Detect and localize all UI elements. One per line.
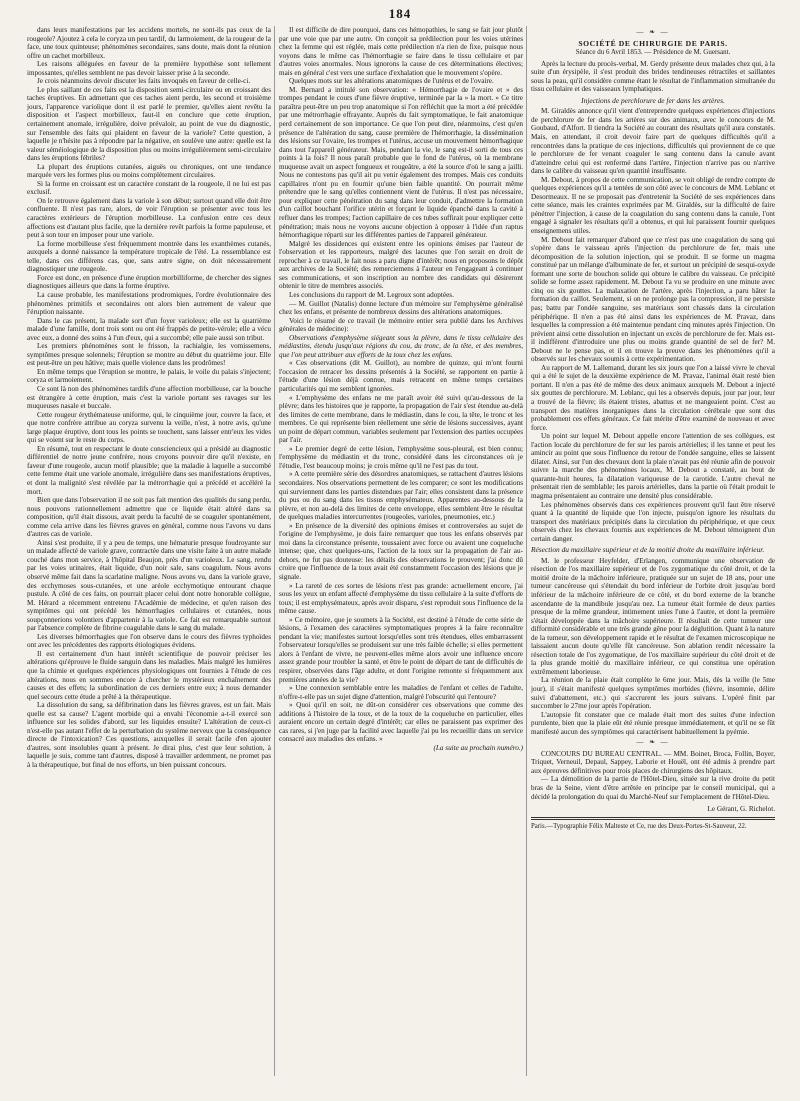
paragraph: Si la forme en croissant est un caractère constant de la rougeole, il ne lui est pas exclusif. xyxy=(27,179,271,197)
society-title: SOCIÉTÉ DE CHIRURGIE DE PARIS. xyxy=(578,38,728,48)
ornament-divider: — ❧ — xyxy=(636,738,670,747)
page-number: 184 xyxy=(388,6,412,21)
paragraph: On le retrouve également dans la variole à son début; surtout quand elle doit être confluente. Il n'est pas rare, alors, de voir l'éruption se présenter avec tous les caractères extérieurs de l'éruption morbilleuse. La confusion entre ces deux affections est d'autant plus facile, que la dernière revêt parfois la forme papuleuse, et peut à son tour en imposer pour une variole. xyxy=(27,196,271,240)
paragraph: M. Debout fait remarquer d'abord que ce n'est pas une coagulation du sang qui s'opère dans le vaisseau après l'injection du perchlorure de fer, mais une décomposition de la solution injection, qui se produit. Il se forme un magma constitué par un mélange d'albuminate de fer, et surtout un précipité de sesqui-oxyde formant une sorte de bouchon solide qui obture le calibre du vaisseau. Ce précipité solide se forme assez rapidement. M. Debout l'a vu se produire en une minute avec cinq ou six gouttes. La malaxation de l'artère, après l'injection, a paru hâter la formation du caillot. Seulement, si on ne prolonge pas la compression, il ne persiste pas; battu par l'ondée sanguine, ses matériaux sont chassés dans la circulation périphérique. Il n'en a pas été ainsi dans les expériences de M. Pravaz, dans lesquelles la compression a été maintenue pendant cinq minutes après l'injection. On prévient ainsi cette dissolution en injectant un excès de perchlorure de fer. Mais est-il indifférent d'introduire une plus ou moins grande quantité de sel de fer? M. Debout ne le pense pas, et il en trouve la preuve dans les phénomènes qu'il a observés sur les chevaux soumis à cette expérimentation. xyxy=(531,235,775,364)
paragraph: » Quoi qu'il en soit, ne dût-on considérer ces observations que comme des additions à l'histoire de la toux, et de la toux de la coqueluche en particulier, elles auraient encore un certain degré d'intérêt; car elles ne paraissent pas exprimer des cas rares, si j'en juge par la facilité avec laquelle j'ai pu les recueillir dans un service consacré aux maladies des enfans. » xyxy=(279,701,523,744)
paragraph: » La rareté de ces sortes de lésions n'est pas grande: actuellement encore, j'ai sous les yeux un enfant affecté d'emphysème du tissu cellulaire à la suite d'efforts de toux; il est emphysémateux, après avoir disparu, s'est reproduit sous l'influence de la même cause. xyxy=(279,581,523,616)
paragraph: Dans le cas présent, la malade sort d'un foyer varioleux; elle est la quatrième malade d'une famille, dont trois sont ou ont été frappés de petite-vérole; elle a vécu avec eux, a donné des soins à l'un d'eux, qui a succombé; elle paie aussi son tribut. xyxy=(27,316,271,342)
ornament-divider: — ❧ — xyxy=(636,28,670,36)
column-middle xyxy=(279,26,523,1086)
divider xyxy=(531,817,775,820)
paragraph: L'autopsie fit constater que ce malade était mort des suites d'une infection purulente, bien que la plaie eût été réunie presque immédiatement, et qu'il ne se fût manifesté aucun des symptômes qui caractérisent habituellement la pyémie. xyxy=(531,710,775,736)
observation-heading: Observations d'emphysème siégeant sous la plèvre, dans le tissu cellulaire des médiastins, étendu jusqu'aux régions du cou, du tronc, de la tête, et des membres, que l'on peut attribuer aux efforts de la toux chez les enfans. xyxy=(279,333,523,359)
paragraph: Cette rougeur érythémateuse uniforme, qui, le cinquième jour, couvre la face, et que notre confrère attribue au coryza survenu la veille, n'est, à notre avis, qu'une large plaque éruptive, dont tous les points se touchent, sans laisser entr'eux les vides qui se voient sur le reste du corps. xyxy=(27,410,271,445)
paragraph: Les premiers phénomènes sont le frisson, la rachialgie, les vomissemens, symptômes presque solennels; l'éruption se montre au début du quatrième jour. Elle est peut-être un peu hâtive; mais quelle violence dans les prodrômes! xyxy=(27,342,271,368)
paragraph: M. Bernard a intitulé son observation: « Hémorrhagie de l'ovaire et » des trompes pendant le cours d'une fièvre éruptive, terminée par la » la mort. » Ce titre paraîtra peut-être un peu trop anatomique si l'on réfléchit que la mort a été précédée par une métrorrhagie effrayante. Auprès du fait symptomatique, le fait anatomique perd certainement de son importance. Ce que l'on peut dire, néanmoins, c'est qu'en présence de l'altération du sang, cause première de l'hémorrhagie, la dissémination des lésions sur l'ovaire, les trompes et l'utérus, accuse un mouvement hémorrhagique dans tout l'appareil générateur. Mais, pendant la vie, le sang est-il sorti de tous ces points à la fois? Il nous paraît probable que le fond de l'utérus, où la membrane muqueuse avait un aspect fongueux et rougeâtre, a été la source d'où le sang a jailli. Nous ne contestons pas qu'il ait pu venir également des trompes. Mais ces conduits capillaires n'ont pu en fournir qu'une bien faible quantité. On pourrait même prétendre que le sang qu'elles contiennent vient de l'utérus. Il n'est pas nécessaire, pour expliquer cette pénétration du sang dans leur conduit, d'admettre la formation d'un caillot bouchant l'orifice utérin et forçant le liquide épanché dans la cavité à refluer dans les trompes; l'action capillaire de ces tubes suffirait pour expliquer cette pénétration; mais nous ne voyons aucune objection à opposer à l'idée d'un raptus hémorrhagique réparti sur les différentes parties de l'appareil générateur. xyxy=(279,85,523,240)
column-right xyxy=(531,26,775,1086)
paragraph: » A cette première série des désordres anatomiques, se rattachent d'autres lésions secondaires. Nos observations permettent de les comparer; ce sont les modifications qui surviennent dans les parties distendues par l'air; elles consistent dans la présence du pus ou du sang dans les tissus emphysémateux. Apparentes au-dessous de la plèvre, et non au-delà des limites de cette enveloppe, elles semblent être le résultat de quelques maladies intercurrentes (rougeoles, varioles, pneumonies, etc.) xyxy=(279,470,523,522)
paragraph: M. le professeur Heyfelder, d'Erlangen, communique une observation de résection de l'os maxillaire supérieur et de l'os zygomatique du côté droit, et de la moitié droite de la mâchoire inférieure, pratiquée sur un sujet de 18 ans, pour une tumeur cancéreuse qui s'étendait du bord inférieur de l'orbite droit jusqu'au bord inférieur de la mâchoire inférieure de ce côté, et du bord externe de la branche ascendante de la mandibule jusqu'au nez. La tumeur était formée de deux parties presque de la même grandeur, intimement unies l'une à l'autre, et dont la première s'était développée dans la mâchoire supérieure. Il résultait de cette tumeur une difformité considérable et une très grande gêne pour la déglutition. Quant à la nature de la tumeur, son développement rapide et le résultat de l'examen microscopique ne laissaient aucun doute qu'elle fût cancéreuse. Son ablation rendit nécessaire la résection totale de l'os zygomatique, de l'os maxillaire supérieur du côté droit et de la plus grande moitié du maxillaire inférieur, ce qui constitua une opération extrêmement laborieuse. xyxy=(531,556,775,676)
paragraph: M. Debout, à propos de cette communication, se voit obligé de rendre compte de quelques expériences qu'il a tentées de son côté avec le concours de MM. Leblanc et Desormeaux. Il ne se proposait pas d'entretenir la Société de ses expériences dans cette séance, mais les craintes exprimées par M. Giraldès, sur la difficulté de faire pénétrer l'injection, à cause de la coagulation du sang contenu dans la canule, l'ont engagé à signaler les résultats qu'il a obtenus, et qui lui paraissent fournir quelques enseignemens utiles. xyxy=(531,175,775,236)
paragraph: Les phénomènes observés dans ces expériences prouvent qu'il faut être réservé quant à la quantité de liquide que l'on injecte, puisqu'on ignore les résultats du transport des matériaux précipités dans la circulation du périphérique, et que ceux observés chez les chevaux fournis aux expériences de M. Debout témoignent d'un certain danger. xyxy=(531,500,775,543)
demolition-notice: — La démolition de la partie de l'Hôtel-Dieu, située sur la rive droite du petit bras de la Seine, vient d'être arrêtée en principe par le conseil municipal, qui a décidé la prolongation du quai du Marché-Neuf sur l'emplacement de l'Hôtel-Dieu. xyxy=(531,775,775,801)
paragraph: Il est difficile de dire pourquoi, dans ces hémopathies, le sang se fait jour plutôt par une voie que par une autre. On conçoit sa prédilection pour les voies utérines chez la femme qui est réglée, mais cette prédilection n'a rien de fixe, puisque nous voyons dans le même cas l'hémorrhagie se faire dans le tissu cellulaire et par d'autres voies anormales. Nous ignorons la cause de ces déterminations électives; mais en général c'est vers une surface d'exhalation que le mouvement s'opère. xyxy=(279,26,523,77)
paragraph: Quelques mots sur les altérations anatomiques de l'utérus et de l'ovaire. xyxy=(289,77,494,86)
paragraph: La forme morbilleuse s'est fréquemment montrée dans les exanthèmes cutanés, auxquels a donné naissance la température tropicale de l'été. La ressemblance est telle, dans ces différens cas, que, sans autre signe, on doit nécessairement diagnostiquer une rougeole. xyxy=(27,239,271,274)
section-title: Résection du maxillaire supérieur et de la moitié droite du maxillaire inférieur. xyxy=(531,545,765,555)
paragraph: Il est certainement d'un haut intérêt scientifique de pouvoir préciser les altérations qu'éprouve le fluide sanguin dans les maladies. Mais malgré les lumières que la chimie et quelques expériences physiologiques ont fournies à l'étude de ces altérations, nous en sommes encore à chercher le mystérieux enchaînement des causes et des effets; la subordination de ces derniers entre eux; à nous demander quel secours cette étude a prêté à la thérapeutique. xyxy=(27,649,271,701)
paragraph: En résumé, tout en respectant le doute consciencieux qui a présidé au diagnostic différentiel de notre jeune confrère, nous croyons pouvoir dire qu'il n'existe, en faveur d'une rougeole, aucun motif plausible; que la maladie à laquelle a succombé cette femme était une variole anomale, irrégulière dans ses manifestations éruptives, et dont la malignité s'est révélée par la métrorrhagie qui a précédé et accéléré la mort. xyxy=(27,444,271,496)
paragraph: Je crois néanmoins devoir discuter les faits invoqués en faveur de celle-ci. xyxy=(37,77,251,86)
session-line: Séance du 6 Avril 1853. — Présidence de M. Guersant. xyxy=(575,48,731,57)
paragraph: Le plus saillant de ces faits est la disposition semi-circulaire ou en croissant des taches éruptives. En admettant que ces taches aient perdu, les second et troisième jours, l'apparence variolique dont il est parlé le premier, qu'elles aient revêtu la disposition et l'aspect morbilleux, faut-il en conclure que cette éruption, certainement anomale, irrégulière, doive prévaloir, au point de vue du diagnostic, sur l'ensemble des faits qui plaident en faveur de la variole? Cette question, à laquelle je n'hésite pas à répondre par la négative, en soulève une autre: quelle est la valeur séméiologique de la disposition plus ou moins irrégulièrement semi-circulaire dans les éruptions fébriles? xyxy=(27,85,271,163)
section-title: Injections de perchlorure de fer dans les artères. xyxy=(581,95,725,105)
paragraph: « Ces observations (dit M. Guillot), au nombre de quinze, qui m'ont fourni l'occasion de retracer les dessins présentés à la Société, se rapportent en partie à l'étude d'une lésion déjà connue, mais retracent en même temps certaines particularités qui me semblent ignorées. xyxy=(279,359,523,393)
paragraph: » Une connexion semblable entre les maladies de l'enfant et celles de l'adulte, n'offre-t-elle pas un sujet digne d'attention, malgré l'obscurité qui l'entoure? xyxy=(279,684,523,701)
paragraph: Les diverses hémorrhagies que l'on observe dans le cours des fièvres typhoïdes ont avec les précédentes des rapports étiologiques évidens. xyxy=(27,632,271,650)
paragraph: « L'emphysème des enfans ne me paraît avoir été suivi qu'au-dessous de la plèvre; dans les histoires que je rapporte, la propagation de l'air s'est étendue au-delà des limites de cette membrane, dans le médiastin, dans le cou, la tête, le tronc et les membres. Ce qui représente bien réellement une série de lésions successives, ayant un point de départ commun, variables seulement par l'extension des parties occupées par l'air. xyxy=(279,393,523,445)
paragraph: La plupart des éruptions cutanées, aiguës ou chroniques, ont une tendance marquée vers les formes plus ou moins complètement circulaires. xyxy=(27,162,271,180)
paragraph: Les raisons alléguées en faveur de la première hypothèse sont tellement impossantes, qu'elles semblent ne pas devoir laisser prise à la seconde. xyxy=(27,60,271,77)
paragraph: Un point sur lequel M. Debout appelle encore l'attention de ses collègues, est l'action locale du perchlorure de fer sur les parois artérielles; il les tanne et peut les amincir au point que sous l'influence du retour de l'ondée sanguine, elles se laissent dilater. Ainsi, sur l'un des chevaux dont la plaie n'avait pas été réunie afin de pouvoir suivre la marche des phénomènes locaux, M. Debout a constaté, au bout de quarante-huit heures, la dilatation variqueuse de la carotide. L'autre cheval ne présentait rien de semblable; les parois artérielles, dans la partie où l'était produit le magma présentaient au contraire une densité plus considérable. xyxy=(531,432,775,500)
column-divider xyxy=(274,26,275,1076)
paragraph: » Ce mémoire, que je soumets à la Société, est destiné à l'étude de cette série de lésions, à l'examen des caractères symptomatiques propres à la faire reconnaître pendant la vie; manifestes surtout lorsqu'elles sont très étendues, elles embarrassent l'observateur lorsqu'elles se produisent sur une très faible échelle; si elles permettent alors à l'enfant de vivre, ne peuvent-elles même alors avoir une influence encore assez grande pour troubler la santé, et être le point de départ de tant de difficultés de respirer, observées dans l'âge adulte, et dont l'origine remonte si fréquemment aux premières années de la vie? xyxy=(279,615,523,684)
paragraph: Ainsi s'est produite, il y a peu de temps, une hématurie presque foudroyante sur un malade affecté de variole grave, contractée dans une visite faite à un autre malade couché dans mon service, à l'hôpital Beaujon, près d'un varioleux. Le sang, rendu par les voies urinaires, était liquide, d'un noir sale, sans coagulum. Nous avons observé même fait dans la scarlatine maligne. Nous avons vu, dans la variole grave, des ecchymoses sous-cutanées, et une aréole ecchymotique entourant chaque pustule. A côté de ces faits, on pourrait placer celui dont notre honorable collègue, M. Hérard a récemment entretenu l'Académie de médecine, et qu'en raison des symptômes qui ont précédé les hémorrhagies cellulaires et cutanées, nous soupçonnerions volontiers d'appartenir à la variole. Ce fait est remarquable surtout par l'absence complète de fibrine coagulable dans le sang du malade. xyxy=(27,538,271,633)
paragraph: Ce sont là non des phénomènes tardifs d'une affection morbilleuse, car la bouche est étrangère à cette éruption, mais c'est la variole portant ses ravages sur les muqueuses nasale et buccale. xyxy=(27,384,271,411)
column-divider xyxy=(526,26,527,1076)
paragraph: M. Giraldès annonce qu'il vient d'entreprendre quelques expériences d'injections de perchlorure de fer dans les artères sur des animaux, avec le concours de M. Goubaud, d'Alfort. Il tiendra la Société au courant des résultats qu'il aura constatés. Mais, en attendant, il croit devoir faire part de quelques difficultés qu'il a rencontrées dans la pratique de ces injections, difficultés qui proviennent de ce que le perchlorure de fer venant coaguler le sang contenu dans la canule avant d'atteindre celui qui est renfermé dans l'artère, l'injection n'arrive pas ou n'arrive dans le calibre du vaisseau qu'en quantité insuffisante. xyxy=(531,107,775,176)
paragraph: Au rapport de M. Lallemand, durant les six jours que l'on a laissé vivre le cheval qui a été le sujet de la deuxième expérience de M. Pravaz, l'animal était resté bien portant. Il n'en a pas été de même des deux animaux auxquels M. Debout a injecté six gouttes de perchlorure. M. Leblanc, qui les a observés depuis, jour par jour, leur a trouvé de la fièvre; ils étaient tristes, abattus et ne mangeaient point. C'est au transport des matières inorganiques dans la circulation cérébrale que sont dus probablement ces effets généraux. Ce fait mérite d'être examiné de nouveau et avec force. xyxy=(531,363,775,432)
paragraph: La réunion de la plaie était complète le 6me jour. Mais, dès la veille (le 5me jour), il s'était manifesté quelques symptômes morbides (fièvre, insomnie, délire suivi d'abattement, etc.) qui s'accrurent les jours suivans. L'opéré finit par succomber le 27me jour après l'opération. xyxy=(531,676,775,711)
paragraph: La cause probable, les manifestations prodromiques, l'ordre évolutionnaire des phénomènes primitifs et secondaires ont alors bien autrement de valeur que l'éruption naissante. xyxy=(27,290,271,317)
paragraph: dans leurs manifestations par les accidens mortels, ne sont-ils pas ceux de la rougeole? Ajoutez à cela le coryza un peu tardif, du larmoiement, de la rougeur de la face, une toux quinteuse; phénomènes secondaires, sans doute, mais dont la réunion offre un cachet morbilleux. xyxy=(27,26,271,60)
paragraph: Après la lecture du procès-verbal, M. Gerdy présente deux malades chez qui, à la suite d'un érysipèle, il s'est produit des brides tendineuses rétractiles et saillantes sous la peau, qu'il considère comme étant le résultat de l'inflammation simultanée du tissu cellulaire et des vaisseaux lymphatiques. xyxy=(531,59,775,94)
gerant-signature: Le Gérant, G. Richelot. xyxy=(707,805,775,814)
paragraph: Bien que dans l'observation il ne soit pas fait mention des qualités du sang perdu, nous pouvons rationnellement admettre que ce liquide était altéré dans sa composition, qu'il était dissous, avait perdu la faculté de se coaguler spontanément, comme cela arrive dans les fièvres graves en général, comme nous l'avons vu dans d'autres cas de variole. xyxy=(27,496,271,539)
paragraph: » Le premier degré de cette lésion, l'emphysème sous-pleural, est bien connu; l'emphysème du médiastin et du tronc, considéré dans les circonstances où je l'étudie, l'est beaucoup moins; je crois même qu'il ne l'est pas du tout. xyxy=(279,444,523,470)
paragraph: Les conclusions du rapport de M. Legroux sont adoptées. xyxy=(289,290,454,299)
paragraph: » En présence de la diversité des opinions émises et controversées au sujet de l'origine de l'emphysème, je dois faire remarquer que tous les enfans observés par moi dans la circonstance présente, toussaient avec force ou avaient une coqueluche intense; que, chez quelques-uns, l'action de la toux sur la propagation de l'air au-dehors, ne fut pas douteuse: les détails des observations le prouvent; j'ai donc dû croire que l'influence de la toux avait été constamment l'occasion des lésions que je signale. xyxy=(279,521,523,581)
printer-imprint: Paris.—Typographie Félix Malteste et Ce, rue des Deux-Portes-St-Sauveur, 22. xyxy=(531,822,747,830)
column-left xyxy=(27,26,271,1086)
paragraph: Voici le résumé de ce travail (le mémoire entier sera publié dans les Archives générales de médecine): xyxy=(279,316,523,334)
paragraph: En même temps que l'éruption se montre, le palais, le voile du palais s'injectent; coryza et larmoiement. xyxy=(27,367,271,385)
concours-notice: CONCOURS DU BUREAU CENTRAL. — MM. Boinet, Broca, Follin, Boyer, Triquet, Verneuil, Depaul, Sappey, Laborie et Houël, ont été admis à prendre part aux épreuves définitives pour trois places de chirurgiens des hôpitaux. xyxy=(531,749,775,775)
paragraph: — M. Guillot (Natalis) donne lecture d'un mémoire sur l'emphysème généralisé chez les enfans, et présente de nombreux dessins des altérations anatomiques. xyxy=(279,299,523,317)
paragraph: Force est donc, en présence d'une éruption morbilliforme, de chercher des signes diagnostiques ailleurs que dans la forme éruptive. xyxy=(27,273,271,291)
continuation-note: (La suite au prochain numéro.) xyxy=(433,743,523,752)
paragraph: Malgré les dissidences qui existent entre les opinions émises par l'auteur de l'observation et les rapporteurs, malgré des lacunes que l'on serait en droit de reprocher à ce travail, le fait nous a paru digne d'intérêt; nous en proposons le dépôt aux archives de la Société; des remerciemens à l'auteur en l'engageant à continuer ses communications, et son inscription au nombre des candidats qui désireront obtenir le titre de membres associés. xyxy=(279,239,523,291)
paragraph: La dissolution du sang, sa défibrination dans les fièvres graves, est un fait. Mais quelle est sa cause? L'agent morbide qui a envahi l'économie a-t-il exercé son influence sur les solides d'abord, sur les liquides ensuite? L'altération de ceux-ci n'est-elle pas autant l'effet de la perturbation du système nerveux que la conséquence directe de l'intoxication? Ces questions, auxquelles il serait facile d'en ajouter d'autres, sont insolubles quant à présent. Je dirai plus, c'est que leur solution, à laquelle je suis, comme tant d'autres, disposé à travailler ardemment, ne promet pas à la thérapeutique, but final de nos efforts, un bien puissant concours. xyxy=(27,701,271,770)
